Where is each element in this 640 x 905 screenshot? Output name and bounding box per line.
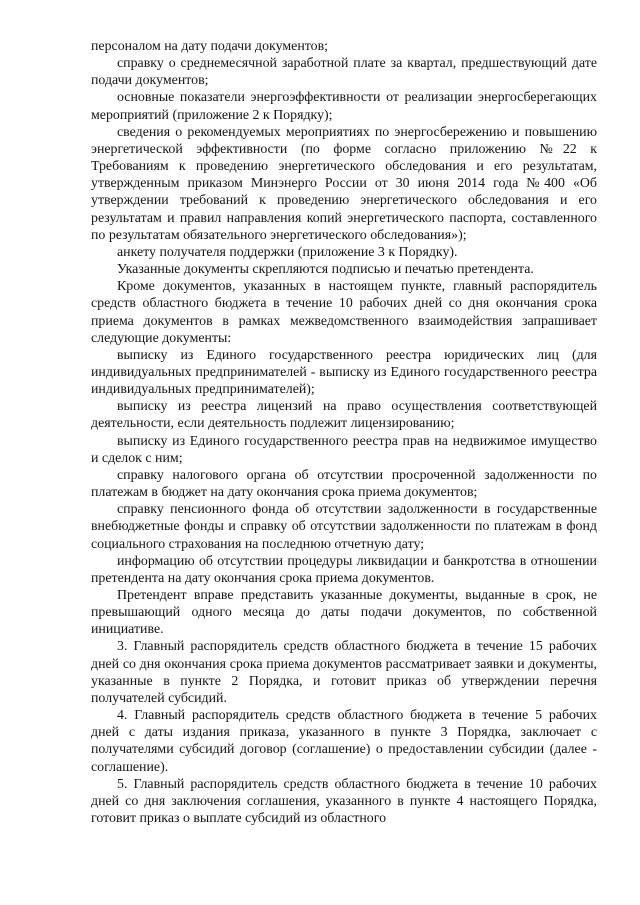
paragraph-signature-seal: Указанные документы скрепляются подписью и печатью претендента. [117, 262, 534, 278]
document-page [91, 38, 597, 827]
paragraph-own-initiative: Претендент вправе представить указанные документы, выданные в срок, не превышающий одного месяца до даты подачи документов, по собственной инициативе. [91, 588, 597, 638]
paragraph-legal-entities-extract: выписку из Единого государственного реестра юридических лиц (для индивидуальных предпринимателей - выписку из Единого государственного реестра индивидуальных предпринимателей); [91, 347, 597, 398]
paragraph-interagency-request: Кроме документов, указанных в настоящем пункте, главный распорядитель средств областного бюджета в течение 10 рабочих дней со дня окончания срока приема документов в рамках межведомственного взаимодействия запрашивает следующие документы: [91, 279, 597, 346]
paragraph-recommended-measures: сведения о рекомендуемых мероприятиях по энергосбережению и повышению энергетической эффективности (по форме согласно приложению №22 к Требованиям к проведению энергетического обследования и его результатам, утвержденным приказом Минэнерго России от 30 июня 2014 года №400 «Об утверждении требований к проведению энергетического обследования и его результатам и правил направления копий энергетического паспорта, составленного по результатам обязательного энергетического обследования»); [91, 124, 597, 243]
paragraph-energy-indicators: основные показатели энергоэффективности от реализации энергосберегающих мероприятий (приложение 2 к Порядку); [91, 90, 597, 123]
paragraph-clause-4: 4. Главный распорядитель средств областного бюджета в течение 5 рабочих дней с даты издания приказа, указанного в пункте 3 Порядка, заключает с получателями субсидий договор (соглашение) о предоставлении субсидии (далее - соглашение). [91, 708, 597, 775]
paragraph-license-extract: выписку из реестра лицензий на право осуществления соответствующей деятельности, если деятельность подлежит лицензированию; [91, 399, 597, 432]
paragraph-average-salary: справку о среднемесячной заработной плате за квартал, предшествующий дате подачи документов; [91, 56, 597, 89]
paragraph-personnel-date: персоналом на дату подачи документов; [91, 39, 329, 54]
paragraph-clause-5: 5. Главный распорядитель средств областного бюджета в течение 10 рабочих дней со дня заключения соглашения, указанного в пункте 4 настоящего Порядка, готовит приказ о выплате субсидий из областного [91, 776, 597, 827]
paragraph-tax-certificate: справку налогового органа об отсутствии просроченной задолженности по платежам в бюджет на дату окончания срока приема документов; [91, 467, 597, 501]
paragraph-pension-certificate: справку пенсионного фонда об отсутствии задолженности в государственные внебюджетные фонды и справку об отсутствии задолженности по платежам в фонд социального страхования на последнюю отчетную дату; [91, 502, 597, 552]
paragraph-property-extract: выписку из Единого государственного реестра прав на недвижимое имущество и сделок с ним; [91, 433, 597, 466]
paragraph-recipient-form: анкету получателя поддержки (приложение 3 к Порядку). [117, 244, 458, 260]
paragraph-clause-3: 3. Главный распорядитель средств областного бюджета в течение 15 рабочих дней со дня окончания срока приема документов рассматривает заявки и документы, указанные в пункте 2 Порядка, и готовит приказ об утверждении перечня получателей субсидий. [91, 639, 597, 706]
paragraph-liquidation-info: информацию об отсутствии процедуры ликвидации и банкротства в отношении претендента на дату окончания срока приема документов. [91, 553, 597, 586]
